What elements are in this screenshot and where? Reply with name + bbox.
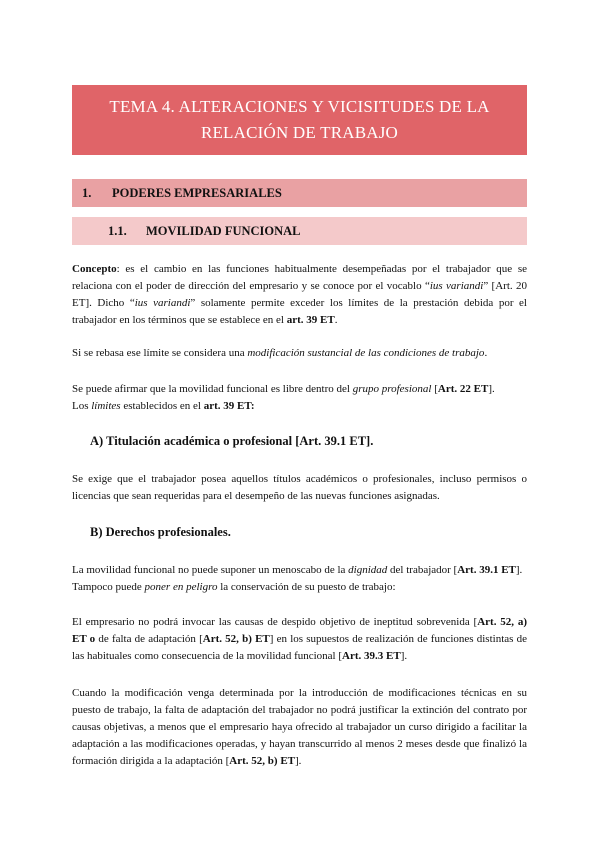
text: Se puede afirmar que la movilidad funcional es libre dentro del — [72, 383, 353, 395]
text: Los — [72, 400, 92, 412]
emphasis: grupo profesional — [352, 383, 432, 395]
text: del trabajador [ — [387, 564, 458, 576]
emphasis: dignidad — [348, 564, 388, 576]
text: Si se rebasa ese límite se considera una — [72, 347, 248, 359]
text: ” [Art. 20 ET]. Dicho “ — [72, 280, 527, 309]
section-number: 1. — [82, 185, 92, 200]
concepto-term: Concepto — [72, 263, 117, 275]
emphasis: límites — [91, 400, 121, 412]
section-heading-1 — [72, 179, 527, 207]
emphasis: modificación sustancial de las condiciones de trabajo — [247, 347, 485, 359]
article-ref: Art. 52, a) ET o — [72, 616, 527, 645]
title-line-1: TEMA 4. ALTERACIONES Y VICISITUDES DE LA — [109, 97, 490, 116]
despido-paragraph — [72, 614, 527, 665]
text: : es el cambio en las funciones habitualmente desempeñadas por el trabajador que se relaciona con el poder de dirección del empresario y se conoce por el vocablo “ — [72, 263, 527, 292]
subsection-heading-1-1 — [72, 217, 527, 245]
heading-a: A) Titulación académica o profesional [Art. 39.1 ET]. — [90, 434, 374, 448]
section-label: PODERES EMPRESARIALES — [112, 185, 282, 200]
text: Cuando la modificación venga determinada por la introducción de modificaciones técnicas en su puesto de trabajo, la falta de adaptación del trabajador no podrá justificar la extinción del contrato por causas objetivas, a menos que el empresario haya ofrecido al trabajador un curso dirigido a facilitar la adaptación a las modificaciones operadas, y hayan transcurrido al menos 2 meses desde que finalizó la formación dirigida a la adaptación [ — [72, 687, 527, 767]
text: ” solamente permite exceder los límites de la prestación debida por el trabajador en los términos que se establece en el — [72, 297, 527, 326]
subsection-label: MOVILIDAD FUNCIONAL — [146, 223, 301, 238]
concepto-paragraph — [72, 261, 527, 329]
article-ref: Art. 22 ET — [437, 383, 489, 395]
text: ] en los supuestos de realización de funciones distintas de las habituales como consecuencia de la movilidad funcional [ — [72, 633, 527, 662]
text: la conservación de su puesto de trabajo: — [217, 581, 396, 593]
text: La movilidad funcional no puede suponer un menoscabo de la — [72, 564, 349, 576]
article-ref: Art. 52, b) ET — [229, 755, 295, 767]
text: . — [334, 314, 338, 326]
text: El empresario no podrá invocar las causas de despido objetivo de ineptitud sobrevenida [ — [72, 616, 478, 628]
article-ref: Art. 52, b) ET — [202, 633, 270, 645]
article-ref: art. 39 ET — [286, 314, 335, 326]
emphasis: poner en peligro — [144, 581, 218, 593]
article-ref: Art. 39.3 ET — [342, 650, 401, 662]
article-ref: art. 39 ET: — [203, 400, 255, 412]
heading-b: B) Derechos profesionales. — [90, 525, 231, 539]
subsection-number: 1.1. — [108, 223, 127, 238]
article-ref: Art. 39.1 ET — [457, 564, 516, 576]
text: ]. — [400, 650, 408, 662]
modificacion-paragraph — [72, 685, 527, 770]
text: establecidos en el — [120, 400, 204, 412]
text: . — [484, 347, 488, 359]
emphasis: ius variandi — [134, 297, 191, 309]
text: ]. — [488, 383, 495, 395]
text: de falta de adaptación [ — [95, 633, 203, 645]
text: ]. — [515, 564, 523, 576]
text: ]. — [295, 755, 302, 767]
grupo-paragraph — [72, 381, 527, 415]
title-line-2: RELACIÓN DE TRABAJO — [200, 123, 399, 142]
limit-paragraph — [72, 345, 527, 362]
title-banner — [72, 85, 527, 155]
emphasis: ius variandi — [429, 280, 484, 292]
text: [ — [431, 383, 438, 395]
text: Tampoco puede — [72, 581, 145, 593]
paragraph-a: Se exige que el trabajador posea aquellos títulos académicos o profesionales, incluso permisos o licencias que sean requeridas para el desempeño de las nuevas funciones asignadas. — [72, 473, 527, 502]
dignidad-paragraph — [72, 562, 527, 596]
